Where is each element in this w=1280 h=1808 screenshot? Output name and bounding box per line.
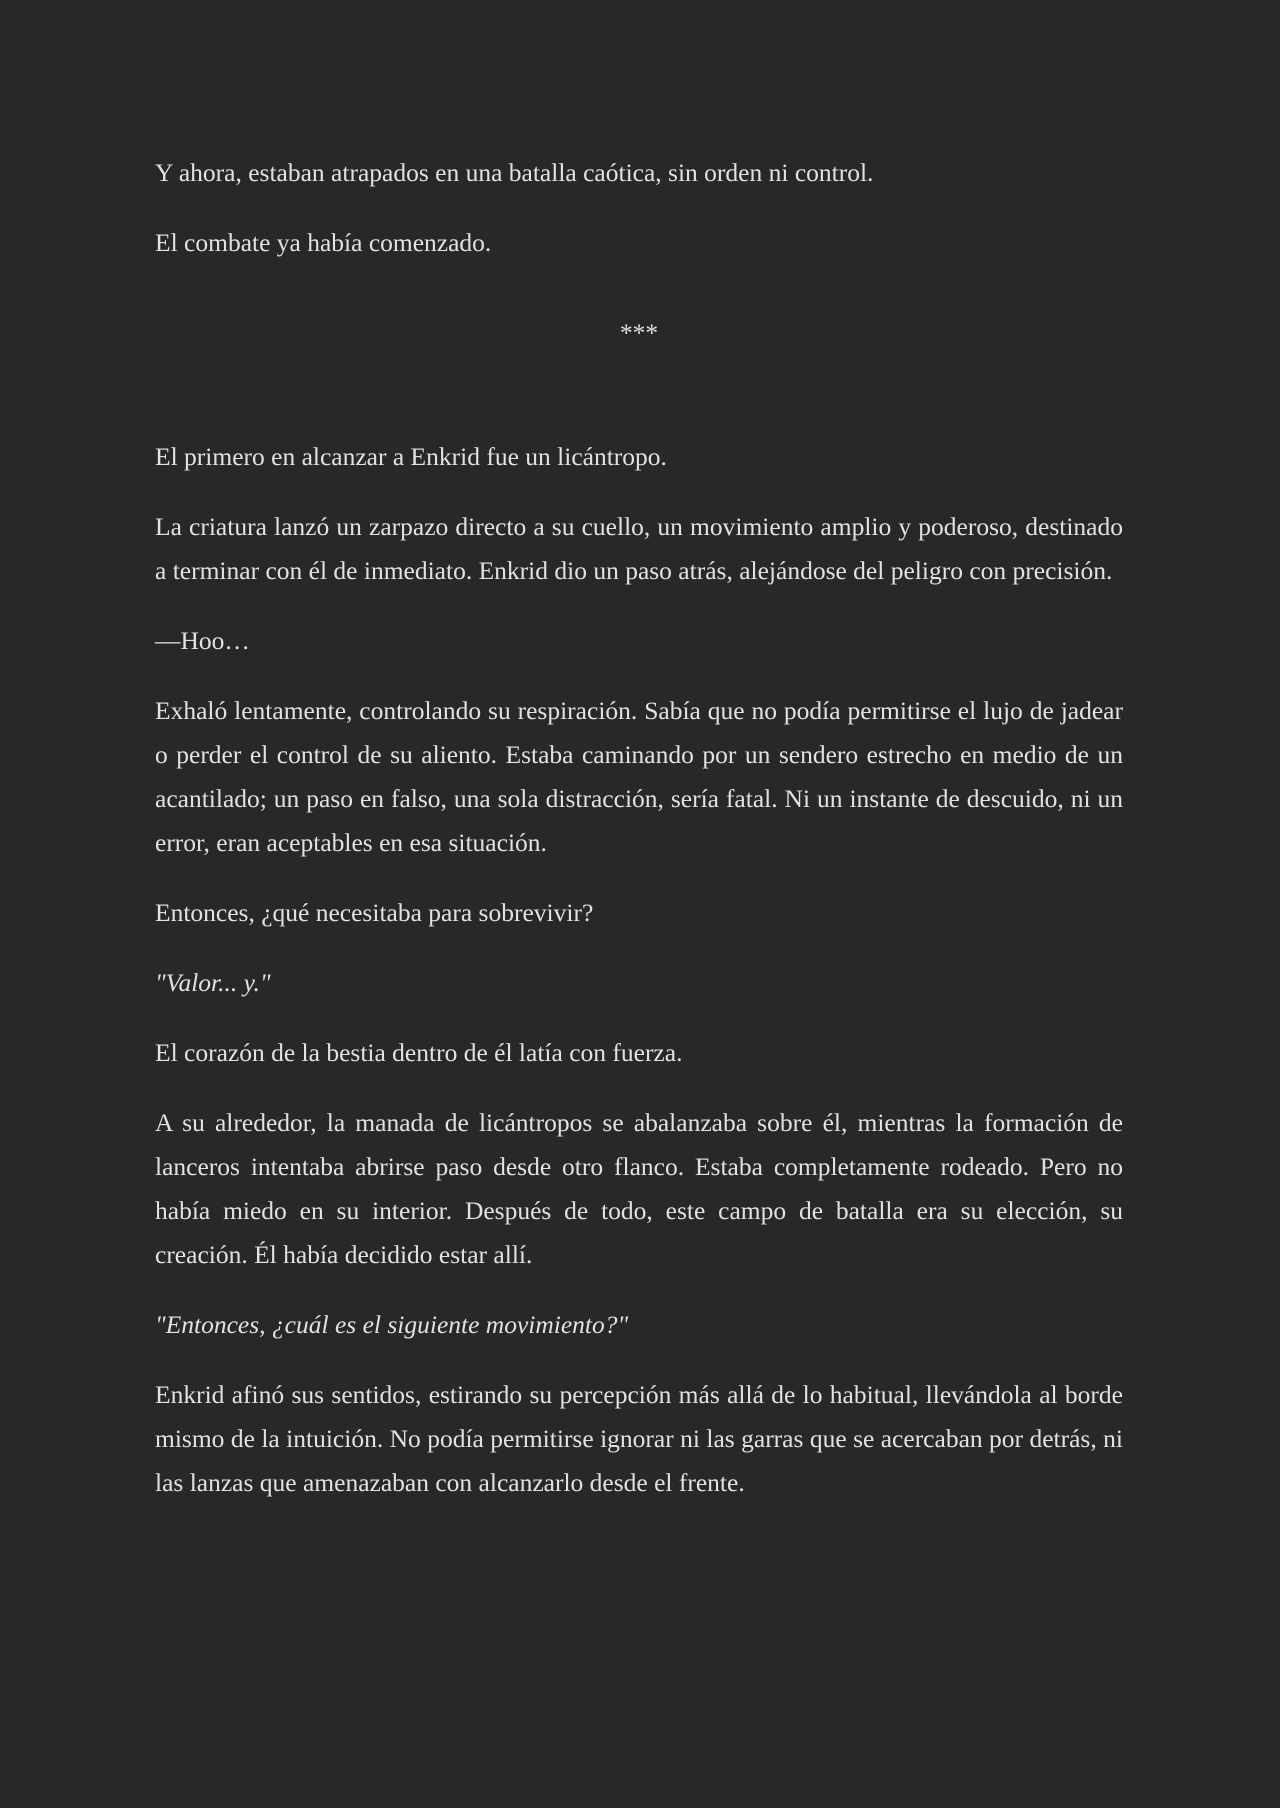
paragraph: Entonces, ¿qué necesitaba para sobrevivir?	[155, 898, 594, 927]
italic-thought-paragraph: "Valor... y."	[155, 968, 271, 997]
paragraph: El primero en alcanzar a Enkrid fue un licántropo.	[155, 442, 667, 471]
paragraph: La criatura lanzó un zarpazo directo a su cuello, un movimiento amplio y poderoso, destinado a terminar con él de inmediato. Enkrid dio un paso atrás, alejándose del peligro con precisión.	[155, 512, 1123, 585]
paragraph: —Hoo…	[155, 626, 250, 655]
scene-separator: ***	[619, 318, 659, 347]
paragraph: Exhaló lentamente, controlando su respiración. Sabía que no podía permitirse el lujo de jadear o perder el control de su aliento. Estaba caminando por un sendero estrecho en medio de un acantilado; un paso en falso, una sola distracción, sería fatal. Ni un instante de descuido, ni un error, eran aceptables en esa situación.	[155, 696, 1123, 857]
paragraph: A su alrededor, la manada de licántropos se abalanzaba sobre él, mientras la formación de lanceros intentaba abrirse paso desde otro flanco. Estaba completamente rodeado. Pero no había miedo en su interior. Después de todo, este campo de batalla era su elección, su creación. Él había decidido estar allí.	[155, 1108, 1123, 1269]
paragraph: El combate ya había comenzado.	[155, 228, 492, 257]
italic-thought-paragraph: "Entonces, ¿cuál es el siguiente movimiento?"	[155, 1310, 629, 1339]
paragraph: Enkrid afinó sus sentidos, estirando su percepción más allá de lo habitual, llevándola al borde mismo de la intuición. No podía permitirse ignorar ni las garras que se acercaban por detrás, ni las lanzas que amenazaban con alcanzarlo desde el frente.	[155, 1380, 1123, 1497]
chapter-text	[155, 151, 1123, 1531]
paragraph: El corazón de la bestia dentro de él latía con fuerza.	[155, 1038, 683, 1067]
paragraph: Y ahora, estaban atrapados en una batalla caótica, sin orden ni control.	[155, 158, 874, 187]
